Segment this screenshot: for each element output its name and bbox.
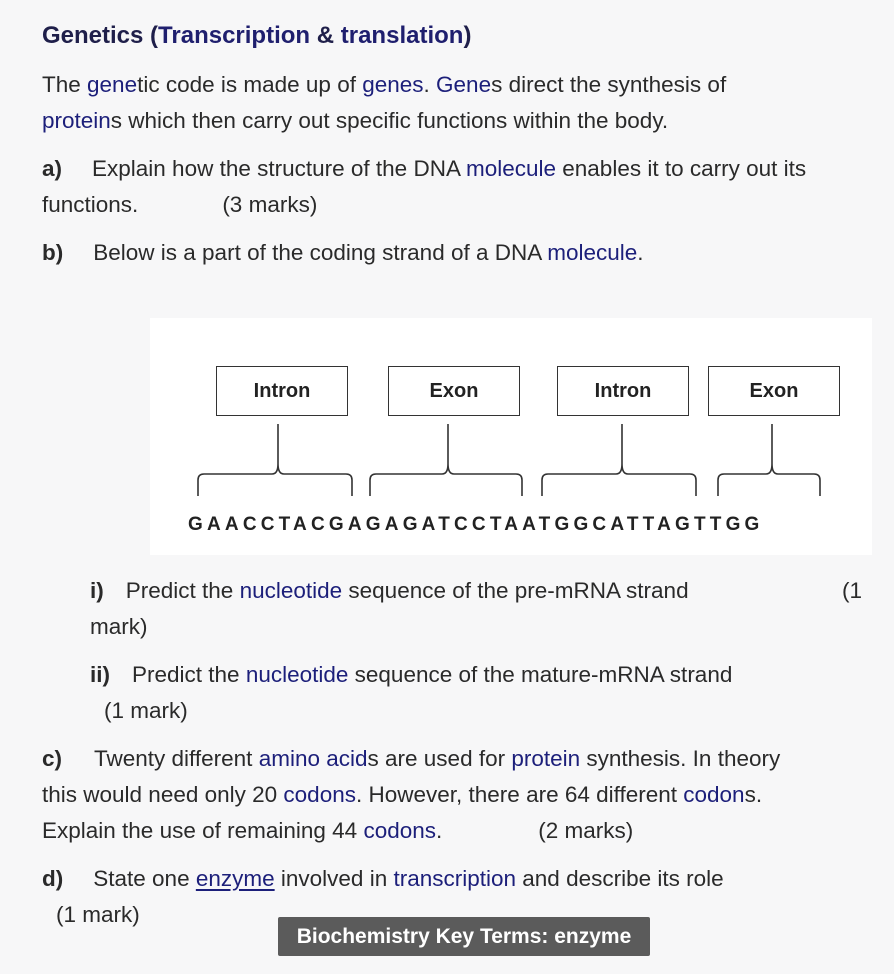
question-bii-marks: (1 mark) <box>104 698 188 723</box>
question-b-i: i) Predict the nucleotide sequence of the pre-mRNA strand (1 mark) <box>90 573 880 645</box>
key-term-tooltip: Biochemistry Key Terms: enzyme <box>278 917 650 956</box>
term-protein[interactable]: protein <box>42 108 111 133</box>
term-gene[interactable]: gene <box>87 72 138 97</box>
question-bi-marks-2: mark) <box>90 614 148 639</box>
intro-line-2: proteins which then carry out specific functions within the body. <box>42 108 669 133</box>
term-amino-acid[interactable]: amino acid <box>258 746 368 771</box>
term-codons-2[interactable]: codons <box>363 818 437 843</box>
question-a-letter: a) <box>42 156 63 181</box>
question-d-letter: d) <box>42 866 64 891</box>
brace-3 <box>542 424 696 496</box>
question-d-marks: (1 mark) <box>56 902 140 927</box>
question-c-letter: c) <box>42 746 63 771</box>
term-codon[interactable]: codon <box>683 782 745 807</box>
term-protein-2[interactable]: protein <box>511 746 581 771</box>
term-nucleotide-2[interactable]: nucleotide <box>245 662 349 687</box>
question-a: a) Explain how the structure of the DNA molecule enables it to carry out its functions. (3 marks) <box>42 156 807 217</box>
question-bi-letter: i) <box>90 578 104 603</box>
translation-link[interactable]: translation <box>340 22 464 49</box>
term-transcription[interactable]: transcription <box>393 866 517 891</box>
label-exon-2: Exon <box>708 366 840 416</box>
question-bii-letter: ii) <box>90 662 110 687</box>
term-nucleotide[interactable]: nucleotide <box>239 578 343 603</box>
term-codons[interactable]: codons <box>283 782 356 807</box>
question-b-letter: b) <box>42 240 64 265</box>
question-a-marks: (3 marks) <box>222 192 318 217</box>
question-c: c) Twenty different amino acids are used for protein synthesis. In theory this would need only 20 codons. However, there are 64 different codons. Explain the use of remaining 44 codons. (2 marks) <box>42 746 781 843</box>
dna-diagram <box>150 318 872 555</box>
term-genes[interactable]: genes <box>362 72 424 97</box>
term-molecule-2[interactable]: molecule <box>547 240 638 265</box>
page-title <box>42 22 471 50</box>
dna-sequence: GAACCTACGAGAGATCCTAATGGCATTAGTTGG <box>188 514 764 535</box>
label-intron-1: Intron <box>216 366 348 416</box>
term-gene-2[interactable]: Gene <box>436 72 492 97</box>
question-c-marks: (2 marks) <box>538 818 634 843</box>
brace-4 <box>718 424 820 496</box>
label-exon-1: Exon <box>388 366 520 416</box>
question-b-ii: ii) Predict the nucleotide sequence of the mature-mRNA strand (1 mark) <box>90 657 732 729</box>
intro-line-1: The genetic code is made up of genes. Genes direct the synthesis of <box>42 72 727 97</box>
title-suffix: ) <box>463 22 472 49</box>
label-intron-2: Intron <box>557 366 689 416</box>
title-prefix: Genetics ( <box>42 22 159 49</box>
title-mid: & <box>310 22 341 49</box>
brace-2 <box>370 424 522 496</box>
question-b: b) Below is a part of the coding strand of a DNA molecule. <box>42 240 644 265</box>
transcription-link[interactable]: Transcription <box>158 22 311 49</box>
question-d: d) State one enzyme involved in transcription and describe its role (1 mark) <box>42 861 724 933</box>
term-enzyme-link[interactable]: enzyme <box>195 866 275 891</box>
question-bi-marks-1: (1 <box>842 578 863 603</box>
term-molecule[interactable]: molecule <box>465 156 557 181</box>
intro-paragraph <box>42 67 726 139</box>
brace-1 <box>198 424 352 496</box>
